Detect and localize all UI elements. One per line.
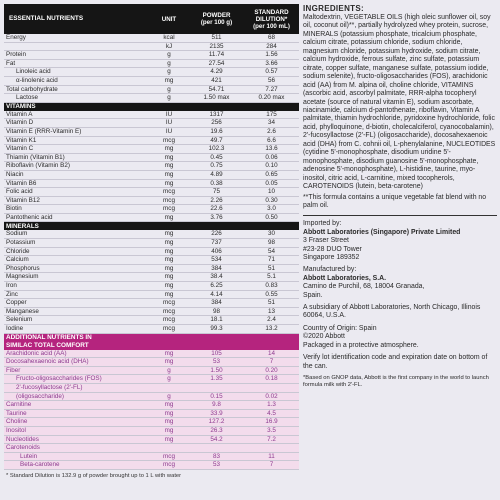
table-row <box>4 188 299 197</box>
powder-value: 0.45 <box>189 153 244 162</box>
nutrient-unit: mcg <box>149 205 189 214</box>
table-row <box>4 282 299 291</box>
ingredients-panel <box>303 4 497 389</box>
nutrient-unit: mcg <box>149 325 189 334</box>
dilution-value: 3.66 <box>244 59 299 68</box>
nutrient-name: Lactose <box>4 94 149 103</box>
table-row <box>4 366 299 375</box>
dilution-value: 7 <box>244 358 299 367</box>
dilution-value: 4.5 <box>244 409 299 418</box>
powder-value: 18.1 <box>189 316 244 325</box>
header-essential-nutrients: ESSENTIAL NUTRIENTS <box>4 4 149 34</box>
table-row <box>4 85 299 94</box>
table-row <box>4 325 299 334</box>
powder-value: 1.35 <box>189 375 244 384</box>
dilution-value: 175 <box>244 111 299 119</box>
dilution-value: 0.65 <box>244 170 299 179</box>
packaging-note: Packaged in a protective atmosphere. <box>303 341 419 349</box>
table-row <box>4 34 299 42</box>
ingredients-section <box>303 4 497 210</box>
nutrient-unit: mg <box>149 256 189 265</box>
powder-value: 384 <box>189 299 244 308</box>
powder-value: 1317 <box>189 111 244 119</box>
nutrient-name: Fructo-oligosaccharides (FOS) <box>4 375 149 384</box>
dilution-value: 0.20 <box>244 366 299 375</box>
powder-value: 99.3 <box>189 325 244 334</box>
nutrient-name: Vitamin B12 <box>4 196 149 205</box>
powder-value: 83 <box>189 452 244 461</box>
nutrient-name: Lutein <box>4 452 149 461</box>
powder-value: 75 <box>189 188 244 197</box>
powder-value: 4.29 <box>189 68 244 77</box>
importer-name: Abbott Laboratories (Singapore) Private Limited <box>303 228 461 236</box>
nutrient-name: Iron <box>4 282 149 291</box>
table-row <box>4 452 299 461</box>
dilution-value: 11 <box>244 452 299 461</box>
divider <box>303 215 497 216</box>
table-row <box>4 426 299 435</box>
powder-value: 49.7 <box>189 136 244 145</box>
nutrient-name: Iodine <box>4 325 149 334</box>
nutrient-name: Carnitine <box>4 401 149 410</box>
nutrient-unit: mcg <box>149 452 189 461</box>
table-row <box>4 239 299 248</box>
dilution-value: 2.4 <box>244 316 299 325</box>
nutrient-unit: mg <box>149 170 189 179</box>
dilution-value <box>244 383 299 392</box>
table-row <box>4 51 299 60</box>
table-row <box>4 307 299 316</box>
section-header <box>4 102 299 111</box>
table-row <box>4 350 299 358</box>
nutrient-unit: g <box>149 375 189 384</box>
dilution-value: 7 <box>244 461 299 470</box>
dilution-value: 0.10 <box>244 162 299 171</box>
nutrient-unit: mg <box>149 350 189 358</box>
nutrient-name: Beta-carotene <box>4 461 149 470</box>
dilution-value: 98 <box>244 239 299 248</box>
table-row <box>4 170 299 179</box>
nutrient-unit <box>149 383 189 392</box>
ingredients-title: INGREDIENTS: <box>303 4 364 13</box>
origin-block <box>303 325 497 350</box>
table-row <box>4 401 299 410</box>
nutrient-name: Vitamin B6 <box>4 179 149 188</box>
nutrient-name: Phosphorus <box>4 264 149 273</box>
importer-address-3: Singapore 189352 <box>303 254 360 262</box>
ingredients-text: Maltodextrin, VEGETABLE OILS (high oleic sunflower oil, soy oil, coconut oil)**, partially hydrolyzed whey protein, sucrose, MINERALS (potassium phosphate, tricalcium phosphate, calcium citrate, potassium chloride, sodium chloride, magnesium chloride, potassium hydroxide, sodium citrate, calcium hydroxide, ferrous sulfate, zinc sulfate, potassium citrate, copper sulfate, manganese sulfate, potassium iodide, sodium selenite), fructo-oligosaccharides (FOS), arachidonic acid (AA) from M. alpina oil, choline chloride, VITAMINS (ascorbic acid, ascorbyl palmitate, RRR-alpha tocopheryl acetate (source of natural vitamin E), sodium ascorbate, niacinamide, calcium d-pantothenate, riboflavin, Vitamin A palmitate, thiamin hydrochloride, pyridoxine hydrochloride, folic acid, phylloquinone, d-biotin, cholecalciferol, cyanocobalamin), 2'-fucosyllactose (2'-FL) (oligosaccharide), docosahexaenoic acid (DHA) from C. cohnii oil, L-phenylalanine, NUCLEOTIDES (cytidine 5'-monophosphate, disodium uridine 5'-monophosphate, disodium guanosine 5'-monophosphate, adenosine 5'-monophosphate), L-histidine, taurine, myo-inositol, citric acid, L-carnitine, mixed tocopherols, CAROTENOIDS (lutein, beta-carotene) <box>303 14 496 191</box>
powder-value: 1.50 max <box>189 94 244 103</box>
powder-value: 0.38 <box>189 179 244 188</box>
nutrient-name: Taurine <box>4 409 149 418</box>
nutrient-unit: kJ <box>149 42 189 51</box>
powder-value: 384 <box>189 264 244 273</box>
nutrient-name: Folic acid <box>4 188 149 197</box>
nutrient-name: Inositol <box>4 426 149 435</box>
nutrient-unit: IU <box>149 119 189 128</box>
table-row <box>4 153 299 162</box>
powder-value: 105 <box>189 350 244 358</box>
nutrient-name: 2'-fucosyllactose (2'-FL) <box>4 383 149 392</box>
table-row <box>4 247 299 256</box>
powder-value: 226 <box>189 230 244 238</box>
ingredients-note: **This formula contains a unique vegetable fat blend with no palm oil. <box>303 193 487 209</box>
table-row <box>4 409 299 418</box>
table-row <box>4 383 299 392</box>
dilution-value: 13 <box>244 307 299 316</box>
gnop-footnote: *Based on GNOP data, Abbott is the first company in the world to launch formula milk with 2'-FL. <box>303 374 489 388</box>
table-row <box>4 111 299 119</box>
table-row <box>4 145 299 154</box>
table-row <box>4 299 299 308</box>
nutrient-unit: mg <box>149 273 189 282</box>
nutrient-unit <box>149 444 189 453</box>
dilution-value: 0.57 <box>244 68 299 77</box>
powder-value <box>189 444 244 453</box>
table-row <box>4 94 299 103</box>
nutrition-table <box>4 4 299 470</box>
table-row <box>4 230 299 238</box>
dilution-value: 5.1 <box>244 273 299 282</box>
nutrient-name: Potassium <box>4 239 149 248</box>
nutrient-name: Niacin <box>4 170 149 179</box>
powder-value: 27.54 <box>189 59 244 68</box>
table-row <box>4 290 299 299</box>
table-row <box>4 179 299 188</box>
nutrient-unit: mg <box>149 264 189 273</box>
nutrient-name: Biotin <box>4 205 149 214</box>
table-row <box>4 136 299 145</box>
table-row <box>4 418 299 427</box>
dilution-value: 54 <box>244 247 299 256</box>
nutrient-unit: mg <box>149 230 189 238</box>
dilution-value: 71 <box>244 256 299 265</box>
nutrient-unit: mg <box>149 153 189 162</box>
table-row <box>4 76 299 85</box>
nutrient-name <box>4 42 149 51</box>
nutrition-table-body <box>4 4 299 469</box>
dilution-value: 1.56 <box>244 51 299 60</box>
nutrient-unit: mg <box>149 401 189 410</box>
table-row <box>4 127 299 136</box>
powder-value: 0.75 <box>189 162 244 171</box>
nutrient-name: Selenium <box>4 316 149 325</box>
nutrient-unit: mg <box>149 247 189 256</box>
nutrient-name: Docosahexaenoic acid (DHA) <box>4 358 149 367</box>
table-row <box>4 59 299 68</box>
powder-value: 19.6 <box>189 127 244 136</box>
dilution-value: 14 <box>244 350 299 358</box>
nutrient-unit: g <box>149 366 189 375</box>
powder-value: 53 <box>189 461 244 470</box>
powder-value <box>189 383 244 392</box>
table-row <box>4 42 299 51</box>
nutrient-unit: g <box>149 68 189 77</box>
section-title: VITAMINS <box>4 102 299 111</box>
powder-value: 22.6 <box>189 205 244 214</box>
nutrient-name: Vitamin A <box>4 111 149 119</box>
nutrient-unit: kcal <box>149 34 189 42</box>
nutrient-unit: mcg <box>149 461 189 470</box>
powder-value: 9.8 <box>189 401 244 410</box>
dilution-value: 16.9 <box>244 418 299 427</box>
powder-value: 6.25 <box>189 282 244 291</box>
nutrient-unit: mg <box>149 290 189 299</box>
nutrient-name: Manganese <box>4 307 149 316</box>
table-row <box>4 392 299 401</box>
nutrient-unit: mg <box>149 213 189 222</box>
powder-value: 737 <box>189 239 244 248</box>
powder-value: 33.9 <box>189 409 244 418</box>
nutrient-name: Riboflavin (Vitamin B2) <box>4 162 149 171</box>
nutrient-name: Calcium <box>4 256 149 265</box>
dilution-value: 13.2 <box>244 325 299 334</box>
nutrient-name: Thiamin (Vitamin B1) <box>4 153 149 162</box>
nutrient-unit: g <box>149 392 189 401</box>
header-unit: UNIT <box>149 4 189 34</box>
powder-value: 54.71 <box>189 85 244 94</box>
nutrient-unit: mg <box>149 239 189 248</box>
nutrient-unit: mcg <box>149 307 189 316</box>
dilution-value: 0.05 <box>244 179 299 188</box>
nutrient-name: Pantothenic acid <box>4 213 149 222</box>
powder-value: 127.2 <box>189 418 244 427</box>
importer-address-2: #23-28 DUO Tower <box>303 245 362 253</box>
table-row <box>4 162 299 171</box>
table-row <box>4 273 299 282</box>
nutrient-name: α-linolenic acid <box>4 76 149 85</box>
powder-value: 511 <box>189 34 244 42</box>
table-row <box>4 264 299 273</box>
table-row <box>4 358 299 367</box>
nutrient-name: Zinc <box>4 290 149 299</box>
table-row <box>4 461 299 470</box>
dilution-value: 51 <box>244 264 299 273</box>
nutrient-unit: mg <box>149 179 189 188</box>
dilution-value: 13.6 <box>244 145 299 154</box>
nutrient-name: Linoleic acid <box>4 68 149 77</box>
dilution-value: 0.30 <box>244 196 299 205</box>
nutrient-unit: mg <box>149 435 189 444</box>
nutrient-name: Vitamin D <box>4 119 149 128</box>
table-header <box>4 4 299 34</box>
powder-value: 98 <box>189 307 244 316</box>
dilution-value: 0.20 max <box>244 94 299 103</box>
dilution-value: 2.6 <box>244 127 299 136</box>
copyright: ©2020 Abbott <box>303 333 345 341</box>
nutrient-unit: g <box>149 85 189 94</box>
table-row <box>4 444 299 453</box>
table-row <box>4 435 299 444</box>
nutrient-name: Nucleotides <box>4 435 149 444</box>
nutrient-unit: g <box>149 51 189 60</box>
dilution-value: 0.50 <box>244 213 299 222</box>
powder-value: 4.14 <box>189 290 244 299</box>
dilution-value: 56 <box>244 76 299 85</box>
nutrient-unit: mg <box>149 426 189 435</box>
standard-dilution-footnote: * Standard Dilution is 132.9 g of powder brought up to 1 L with water <box>6 472 182 479</box>
nutrient-unit: mcg <box>149 136 189 145</box>
nutrient-name: Fat <box>4 59 149 68</box>
powder-value: 102.3 <box>189 145 244 154</box>
dilution-value: 3.5 <box>244 426 299 435</box>
section-title: MINERALS <box>4 222 299 231</box>
powder-value: 2135 <box>189 42 244 51</box>
table-row <box>4 213 299 222</box>
nutrient-unit: mg <box>149 418 189 427</box>
nutrient-unit: mg <box>149 76 189 85</box>
dilution-value: 30 <box>244 230 299 238</box>
nutrient-name: Arachidonic acid (AA) <box>4 350 149 358</box>
header-powder: POWDER (per 100 g) <box>189 4 244 34</box>
nutrient-unit: g <box>149 94 189 103</box>
nutrient-unit: IU <box>149 127 189 136</box>
nutrient-unit: mg <box>149 162 189 171</box>
powder-value: 0.15 <box>189 392 244 401</box>
table-row <box>4 196 299 205</box>
dilution-value: 3.0 <box>244 205 299 214</box>
nutrient-name: Carotenoids <box>4 444 149 453</box>
table-row <box>4 119 299 128</box>
nutrient-name: Copper <box>4 299 149 308</box>
nutrient-unit: mg <box>149 145 189 154</box>
importer-address-1: 3 Fraser Street <box>303 237 349 245</box>
subsidiary-text: A subsidiary of Abbott Laboratories, North Chicago, Illinois 60064, U.S.A. <box>303 304 481 320</box>
header-standard-dilution: STANDARD DILUTION* (per 100 mL) <box>244 4 299 34</box>
nutrient-name: Sodium <box>4 230 149 238</box>
powder-value: 421 <box>189 76 244 85</box>
powder-value: 406 <box>189 247 244 256</box>
importer-label: Imported by: <box>303 220 342 228</box>
nutrient-name: Total carbohydrate <box>4 85 149 94</box>
table-row <box>4 316 299 325</box>
powder-value: 3.76 <box>189 213 244 222</box>
dilution-value: 34 <box>244 119 299 128</box>
nutrient-name: (oligosaccharide) <box>4 392 149 401</box>
nutrient-unit: mg <box>149 358 189 367</box>
nutrient-name: Vitamin K1 <box>4 136 149 145</box>
powder-value: 534 <box>189 256 244 265</box>
nutrient-unit: mcg <box>149 299 189 308</box>
nutrient-name: Vitamin C <box>4 145 149 154</box>
dilution-value: 7.27 <box>244 85 299 94</box>
additional-nutrients-title: ADDITIONAL NUTRIENTS IN SIMILAC TOTAL COMFORT <box>4 333 299 350</box>
table-row <box>4 256 299 265</box>
powder-value: 54.2 <box>189 435 244 444</box>
dilution-value: 7.2 <box>244 435 299 444</box>
nutrient-unit: mg <box>149 409 189 418</box>
dilution-value: 6.6 <box>244 136 299 145</box>
dilution-value: 0.02 <box>244 392 299 401</box>
manufacturer-block <box>303 266 497 300</box>
dilution-value: 284 <box>244 42 299 51</box>
manufacturer-name: Abbott Laboratories, S.A. <box>303 274 387 282</box>
dilution-value: 0.55 <box>244 290 299 299</box>
dilution-value: 0.83 <box>244 282 299 291</box>
verify-lot-note: Verify lot identification code and expiration date on bottom of the can. <box>303 354 488 370</box>
nutrient-unit: IU <box>149 111 189 119</box>
powder-value: 256 <box>189 119 244 128</box>
powder-value: 2.26 <box>189 196 244 205</box>
nutrient-unit: mcg <box>149 196 189 205</box>
nutrient-unit: mg <box>149 282 189 291</box>
table-row <box>4 68 299 77</box>
powder-value: 4.89 <box>189 170 244 179</box>
nutrient-name: Chloride <box>4 247 149 256</box>
section-header <box>4 222 299 231</box>
table-row <box>4 375 299 384</box>
manufacturer-address-1: Camino de Purchil, 68, 18004 Granada, <box>303 283 425 291</box>
powder-value: 38.4 <box>189 273 244 282</box>
dilution-value: 10 <box>244 188 299 197</box>
dilution-value <box>244 444 299 453</box>
powder-value: 26.3 <box>189 426 244 435</box>
nutrient-name: Magnesium <box>4 273 149 282</box>
nutrient-name: Choline <box>4 418 149 427</box>
nutrient-name: Vitamin E (RRR-Vitamin E) <box>4 127 149 136</box>
nutrient-name: Fiber <box>4 366 149 375</box>
table-row <box>4 205 299 214</box>
powder-value: 11.74 <box>189 51 244 60</box>
manufacturer-address-2: Spain. <box>303 291 323 299</box>
additional-nutrients-header <box>4 333 299 350</box>
nutrition-table-panel <box>4 4 299 479</box>
nutrient-name: Protein <box>4 51 149 60</box>
nutrient-name: Energy <box>4 34 149 42</box>
dilution-value: 0.06 <box>244 153 299 162</box>
dilution-value: 0.18 <box>244 375 299 384</box>
nutrient-unit: g <box>149 59 189 68</box>
nutrient-unit: mcg <box>149 188 189 197</box>
importer-block <box>303 220 497 262</box>
manufacturer-label: Manufactured by: <box>303 266 357 274</box>
powder-value: 53 <box>189 358 244 367</box>
dilution-value: 51 <box>244 299 299 308</box>
powder-value: 1.50 <box>189 366 244 375</box>
nutrient-unit: mcg <box>149 316 189 325</box>
dilution-value: 1.3 <box>244 401 299 410</box>
dilution-value: 68 <box>244 34 299 42</box>
country-of-origin: Country of Origin: Spain <box>303 324 377 332</box>
